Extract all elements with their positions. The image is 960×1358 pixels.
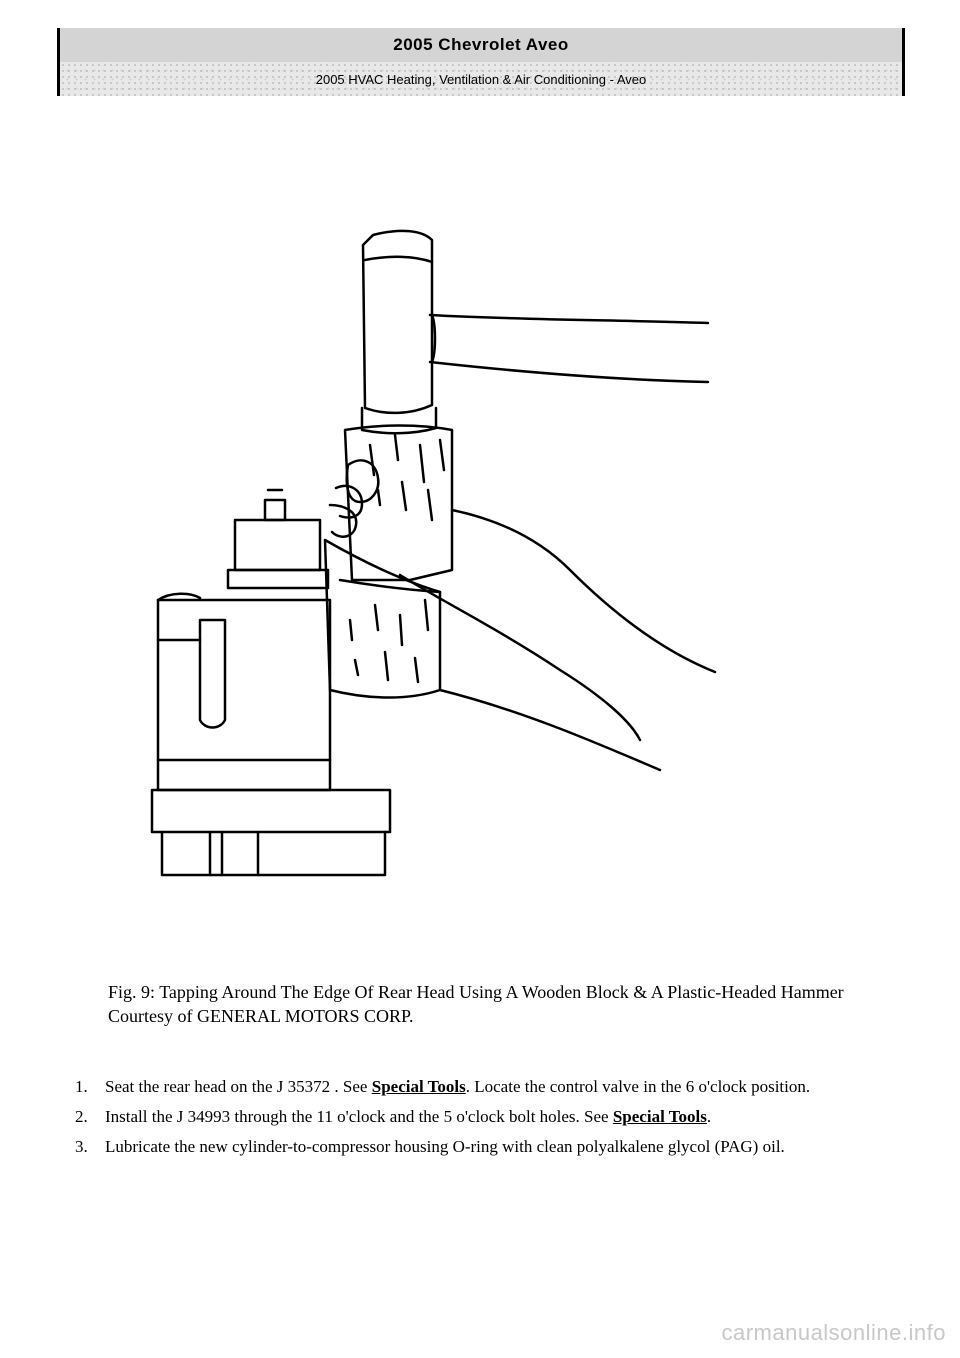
procedure-steps xyxy=(75,1075,895,1165)
step-text-before: Install the J 34993 through the 11 o'clock and the 5 o'clock bolt holes. See xyxy=(105,1107,613,1126)
step-number: 2. xyxy=(75,1107,88,1126)
compressor-base xyxy=(152,790,390,832)
procedure-step xyxy=(75,1135,895,1159)
watermark: carmanualsonline.info xyxy=(721,1320,946,1345)
hammer-handle-lower xyxy=(430,362,708,382)
compressor-stud xyxy=(265,500,285,520)
figure-caption-title: Fig. 9: Tapping Around The Edge Of Rear Head Using A Wooden Block & A Plastic-Headed Hammer xyxy=(108,982,844,1002)
illustration-hammer-tapping-rear-head xyxy=(140,220,740,900)
step-text-after: . Locate the control valve in the 6 o'clock position. xyxy=(465,1077,811,1096)
step-text-before: Seat the rear head on the J 35372 . See xyxy=(105,1077,372,1096)
compressor-body xyxy=(158,600,330,790)
step-number: 3. xyxy=(75,1137,88,1156)
step-text xyxy=(105,1075,810,1099)
step-text-after: . xyxy=(706,1107,712,1126)
procedure-step xyxy=(75,1075,895,1099)
figure-caption xyxy=(108,980,868,1028)
page-header xyxy=(57,28,905,96)
hammer-handle xyxy=(430,315,708,323)
special-tools-link[interactable]: Special Tools xyxy=(371,1077,466,1096)
step-text-before: Lubricate the new cylinder-to-compressor housing O-ring with clean polyalkalene glycol (PAG) oil. xyxy=(105,1137,785,1156)
header-title: 2005 Chevrolet Aveo xyxy=(60,28,902,62)
step-text xyxy=(105,1135,785,1159)
step-number: 1. xyxy=(75,1077,88,1096)
hand xyxy=(452,510,715,672)
figure-courtesy: Courtesy of GENERAL MOTORS CORP. xyxy=(108,1006,414,1026)
header-subtitle: 2005 HVAC Heating, Ventilation & Air Conditioning - Aveo xyxy=(60,62,902,96)
special-tools-link[interactable]: Special Tools xyxy=(612,1107,707,1126)
compressor-top-boss xyxy=(235,520,320,570)
procedure-step xyxy=(75,1105,895,1129)
step-text xyxy=(105,1105,711,1129)
